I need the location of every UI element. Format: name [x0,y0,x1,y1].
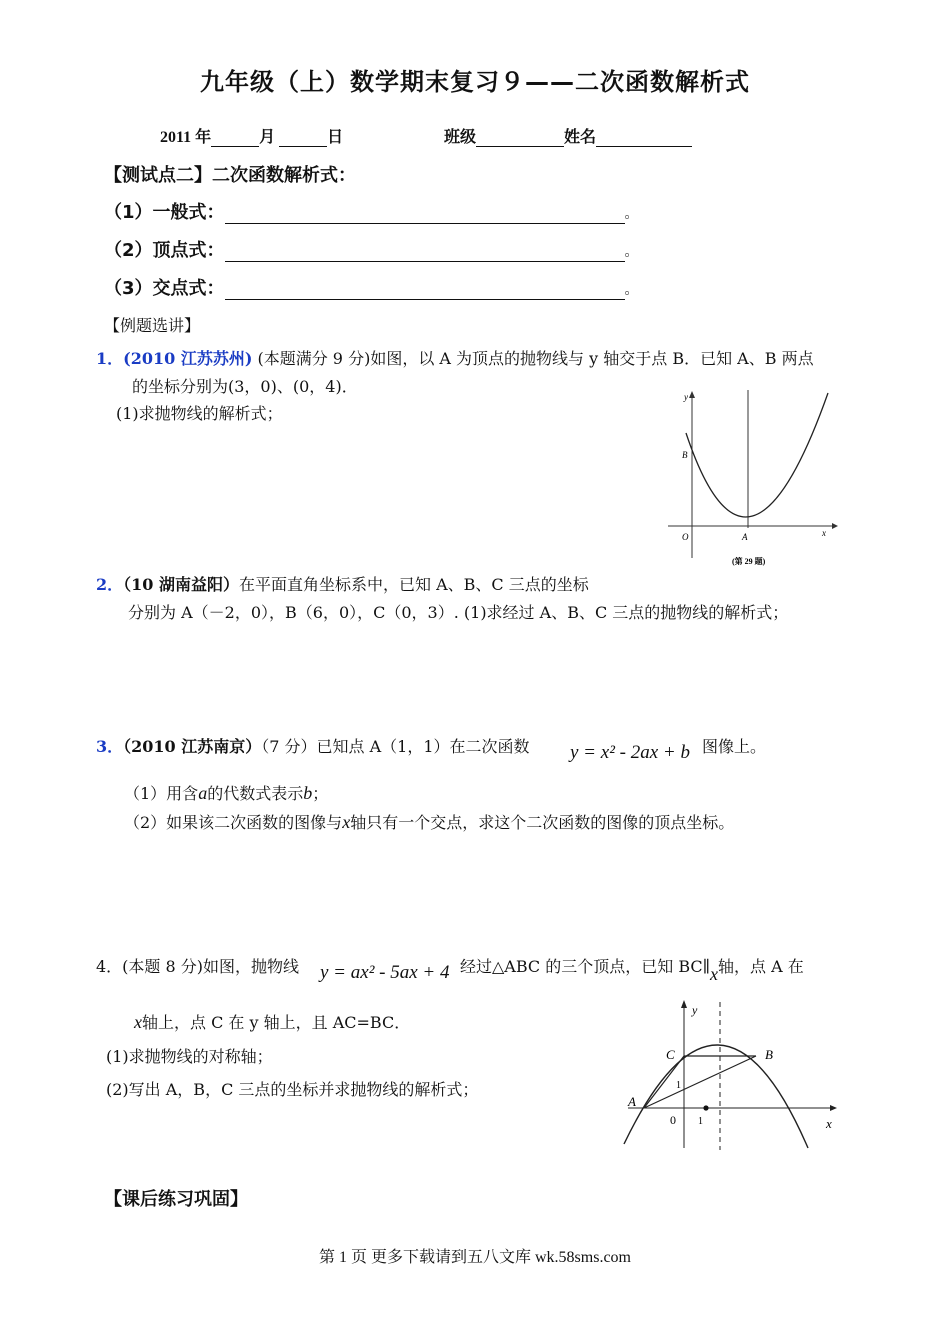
problem2-number: 2． [96,575,124,594]
class-label: 班级 [444,129,477,146]
date-line [160,124,343,147]
page-title: 九年级（上）数学期末复习９——二次函数解析式 [200,68,750,96]
fig4-x-arrow [830,1105,837,1111]
problem4-line2-var-x: x [134,1012,142,1032]
problem2-source: （10 湖南益阳） [123,575,239,594]
problem4-var-x: x [710,964,719,984]
fig1-y-arrow [689,391,695,398]
form-vertex-end: 。 [624,244,639,260]
problem1-line1 [96,346,814,369]
problem4-question1: (1)求抛物线的对称轴； [106,1047,273,1066]
problem4-formula: y = ax² - 5ax + 4 [320,962,450,983]
fig4-label-C: C [666,1047,675,1062]
problem3-q1-b: 的代数式表示 [207,784,304,803]
fig4-point-one [703,1105,708,1110]
form-vertex-label: （2）顶点式： [104,240,225,261]
problem3-q1-var-a: a [198,783,208,803]
fig1-caption: (第 29 题) [732,557,766,566]
form-general [104,198,639,224]
form-vertex-blank[interactable] [225,243,625,262]
problem2-line2: 分别为 A（－2，0），B（6，0），C（0，3）. (1)求经过 A、B、C 三点的抛物线的解析式； [128,603,789,622]
problem2-line1 [96,572,589,595]
fig4-label-one-y: 1 [676,1080,681,1091]
class-blank[interactable] [476,130,564,147]
problem3-q1-c: ； [312,784,329,803]
problem4-text-a: 4．(本题 8 分)如图，抛物线 [96,957,300,976]
problem1-text1: (本题满分 9 分)如图，以 A 为顶点的抛物线与 y 轴交于点 B．已知 A、B 两点 [252,349,814,368]
fig1-label-A: A [742,532,748,542]
fig4-label-x: x [826,1116,832,1131]
problem4-text-b: 经过△ABC 的三个顶点，已知 BC∥ [460,957,711,976]
problem3-number: 3． [96,737,124,756]
problem3-q2-a: （2）如果该二次函数的图像与 [124,813,343,832]
problem1-figure [662,388,842,570]
fig4-label-origin: 0 [670,1113,676,1127]
problem3-q1-var-b: b [303,783,313,803]
form-intercept-label: （3）交点式： [104,278,225,299]
problem4-text-b-line [460,954,804,984]
problem3-source: （2010 江苏南京） [123,737,262,756]
examples-heading: 【例题选讲】 [104,316,201,335]
form-vertex [104,236,639,262]
fig1-label-O: O [682,532,689,542]
problem3-question1 [124,781,328,804]
fig1-label-B: B [682,450,688,460]
practice-heading: 【课后练习巩固】 [104,1189,248,1210]
date-year-label: 2011 年 [160,129,212,146]
fig4-label-one-x: 1 [698,1116,703,1127]
problem4-figure [620,998,845,1152]
problem1-number: 1． [96,349,124,368]
fig4-parabola [624,1045,808,1148]
problem3-formula: y = x² - 2ax + b [570,742,690,763]
fig4-label-y: y [692,1003,698,1017]
form-intercept-end: 。 [624,282,639,298]
problem4-text-c: 轴，点 A 在 [718,957,804,976]
form-intercept [104,274,639,300]
form-general-blank[interactable] [225,205,625,224]
problem3-text-a: （7 分）已知点 A（1，1）在二次函数 [261,737,530,756]
date-day-label: 日 [327,129,344,146]
problem3-text-b: 图像上。 [702,737,767,756]
problem3-q2-var-x: x [342,812,351,832]
problem4-line2 [134,1010,410,1033]
fig4-y-arrow [681,1000,687,1008]
date-month-label: 月 [259,129,276,146]
problem1-line2: 的坐标分别为(3，0)、(0，4)． [132,377,358,396]
problem1-question1: (1)求抛物线的解析式； [116,404,283,423]
problem4-line2-text: 轴上，点 C 在 y 轴上，且 AC=BC． [142,1013,411,1032]
problem3-q2-b: 轴只有一个交点，求这个二次函数的图像的顶点坐标。 [350,813,735,832]
fig1-x-arrow [832,523,838,529]
problem3-line1 [96,734,530,757]
fig4-label-A: A [628,1094,636,1109]
page-footer: 第 1 页 更多下载请到五八文库 wk.58sms.com [318,1249,631,1266]
problem3-q1-a: （1）用含 [124,784,199,803]
form-general-label: （1）一般式： [104,202,225,223]
test-point-heading: 【测试点二】二次函数解析式： [104,165,356,186]
problem4-question2: (2)写出 A，B，C 三点的坐标并求抛物线的解析式； [106,1080,479,1099]
fig1-label-x: x [822,528,826,538]
class-name-line [444,124,692,147]
day-blank[interactable] [279,130,327,147]
fig1-parabola [686,393,828,517]
name-label: 姓名 [564,129,597,146]
name-blank[interactable] [596,130,692,147]
fig1-label-y: y [684,392,688,402]
fig4-label-B: B [765,1047,773,1062]
form-intercept-blank[interactable] [225,281,625,300]
month-blank[interactable] [211,130,259,147]
problem2-text1: 在平面直角坐标系中，已知 A、B、C 三点的坐标 [238,575,589,594]
problem3-question2 [124,810,734,833]
problem1-source: (2010 江苏苏州) [123,349,253,368]
form-general-end: 。 [624,206,639,222]
